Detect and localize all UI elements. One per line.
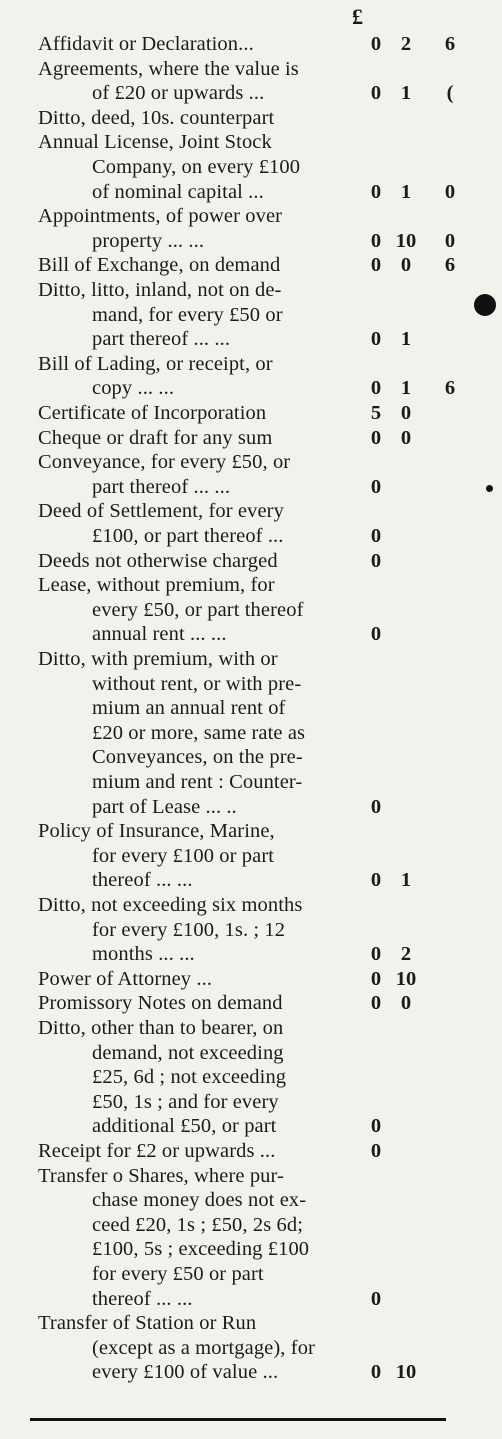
- pounds-value: 0: [370, 426, 382, 449]
- shillings-value: 10: [395, 229, 417, 252]
- shillings-value: 10: [395, 967, 417, 990]
- entry-line: Power of Attorney ...: [38, 967, 218, 990]
- shillings-value: 2: [400, 33, 412, 55]
- entry-line: for every £50 or part: [92, 1263, 264, 1285]
- shillings-value: 10: [395, 1361, 417, 1384]
- entry-line: £50, 1s ; and for every: [92, 1090, 279, 1113]
- entry-line: of nominal capital ...: [92, 180, 270, 203]
- pounds-value: 0: [370, 377, 382, 400]
- pence-value: 6: [444, 33, 456, 55]
- pounds-value: 0: [370, 795, 382, 818]
- pounds-value: 0: [370, 475, 382, 498]
- entry-line: Annual License, Joint Stock: [38, 131, 272, 154]
- shillings-value: 1: [400, 377, 412, 400]
- entry-line: mium and rent : Counter-: [92, 771, 303, 793]
- pence-value: 6: [444, 377, 456, 400]
- entry-line: Company, on every £100: [92, 156, 301, 178]
- pounds-value: 0: [370, 1287, 382, 1310]
- entry-line: Policy of Insurance, Marine,: [38, 820, 275, 843]
- entry-line: Conveyance, for every £50, or: [38, 451, 291, 474]
- entry-line: Transfer of Station or Run: [38, 1312, 257, 1335]
- shillings-value: 0: [400, 402, 412, 424]
- entry-line: Transfer o Shares, where pur-: [38, 1164, 284, 1187]
- entry-line: Agreements, where the value is: [38, 57, 299, 80]
- entry-line: Bill of Exchange, on demand: [38, 254, 286, 277]
- entry-line: mand, for every £50 or: [92, 303, 283, 326]
- entry-line: property ... ...: [92, 229, 210, 252]
- entry-line: thereof ... ...: [92, 869, 198, 892]
- entry-line: Certificate of Incorporation: [38, 402, 272, 424]
- entry-line: months ... ...: [92, 943, 200, 966]
- pounds-value: 0: [370, 525, 382, 547]
- entry-line: Deeds not otherwise charged: [38, 549, 283, 572]
- shillings-value: 0: [400, 426, 412, 449]
- pounds-value: 0: [370, 1115, 382, 1138]
- currency-header: £: [352, 4, 363, 29]
- entry-line: Bill of Lading, or receipt, or: [38, 352, 273, 375]
- pounds-value: 0: [370, 82, 382, 105]
- entry-line: part thereof ... ...: [92, 475, 236, 498]
- entry-line: £100, or part thereof ...: [92, 525, 289, 547]
- entry-line: Lease, without premium, for: [38, 574, 275, 597]
- entry-line: Appointments, of power over: [38, 205, 283, 228]
- entry-line: mium an annual rent of: [92, 697, 286, 720]
- pounds-value: 0: [370, 623, 382, 646]
- entry-line: Ditto, deed, 10s. counterpart: [38, 106, 275, 129]
- entry-line: thereof ... ...: [92, 1287, 198, 1310]
- pounds-value: 0: [370, 33, 382, 55]
- entry-line: part thereof ... ...: [92, 328, 236, 351]
- ink-blot: [474, 294, 496, 316]
- entry-line: every £50, or part thereof: [92, 598, 304, 621]
- pounds-value: 0: [370, 1140, 382, 1162]
- entry-line: every £100 of value ...: [92, 1361, 284, 1384]
- shillings-value: 0: [400, 992, 412, 1015]
- entry-line: demand, not exceeding: [92, 1041, 284, 1064]
- pounds-value: 0: [370, 992, 382, 1015]
- entry-line: Receipt for £2 or upwards ...: [38, 1140, 281, 1162]
- entry-line: copy ... ...: [92, 377, 180, 400]
- entry-line: for every £100, 1s. ; 12: [92, 918, 286, 941]
- entry-line: chase money does not ex-: [92, 1189, 307, 1212]
- entry-line: Affidavit or Declaration...: [38, 33, 260, 55]
- pounds-value: 0: [370, 869, 382, 892]
- pence-value: 0: [444, 180, 456, 203]
- pounds-value: 0: [370, 1361, 382, 1384]
- entry-line: £100, 5s ; exceeding £100: [92, 1238, 310, 1261]
- shillings-value: 2: [400, 943, 412, 966]
- pence-value: 6: [444, 254, 456, 277]
- entry-line: Ditto, litto, inland, not on de-: [38, 279, 282, 301]
- entry-line: Ditto, with premium, with or: [38, 648, 278, 670]
- entry-line: ceed £20, 1s ; £50, 2s 6d;: [92, 1213, 303, 1236]
- entry-line: Deed of Settlement, for every: [38, 500, 284, 523]
- pounds-value: 0: [370, 254, 382, 277]
- entry-line: Cheque or draft for any sum: [38, 426, 278, 449]
- entry-line: £25, 6d ; not exceeding: [92, 1066, 287, 1089]
- pounds-value: 0: [370, 180, 382, 203]
- pounds-value: 0: [370, 967, 382, 990]
- pence-value: 0: [444, 229, 456, 252]
- pounds-value: 0: [370, 943, 382, 966]
- entry-line: Conveyances, on the pre-: [92, 746, 303, 769]
- pounds-value: 5: [370, 402, 382, 424]
- entry-line: Ditto, other than to bearer, on: [38, 1017, 284, 1039]
- pounds-value: 0: [370, 549, 382, 572]
- pence-value: (: [446, 82, 454, 105]
- shillings-value: 1: [400, 82, 412, 105]
- entry-line: £20 or more, same rate as: [92, 721, 306, 744]
- entry-line: annual rent ... ...: [92, 623, 232, 646]
- ink-speck: [486, 485, 493, 492]
- entry-line: without rent, or with pre-: [92, 672, 302, 695]
- pounds-value: 0: [370, 229, 382, 252]
- bottom-rule: [30, 1418, 446, 1421]
- entry-line: Ditto, not exceeding six months: [38, 894, 303, 916]
- entry-line: (except as a mortgage), for: [92, 1336, 315, 1359]
- entry-line: part of Lease ... ..: [92, 795, 243, 818]
- entry-line: of £20 or upwards ...: [92, 82, 270, 105]
- pounds-value: 0: [370, 328, 382, 351]
- entry-line: for every £100 or part: [92, 844, 275, 867]
- entry-line: Promissory Notes on demand: [38, 992, 288, 1015]
- shillings-value: 1: [400, 180, 412, 203]
- shillings-value: 1: [400, 328, 412, 351]
- shillings-value: 0: [400, 254, 412, 277]
- shillings-value: 1: [400, 869, 412, 892]
- entry-line: additional £50, or part: [92, 1115, 282, 1138]
